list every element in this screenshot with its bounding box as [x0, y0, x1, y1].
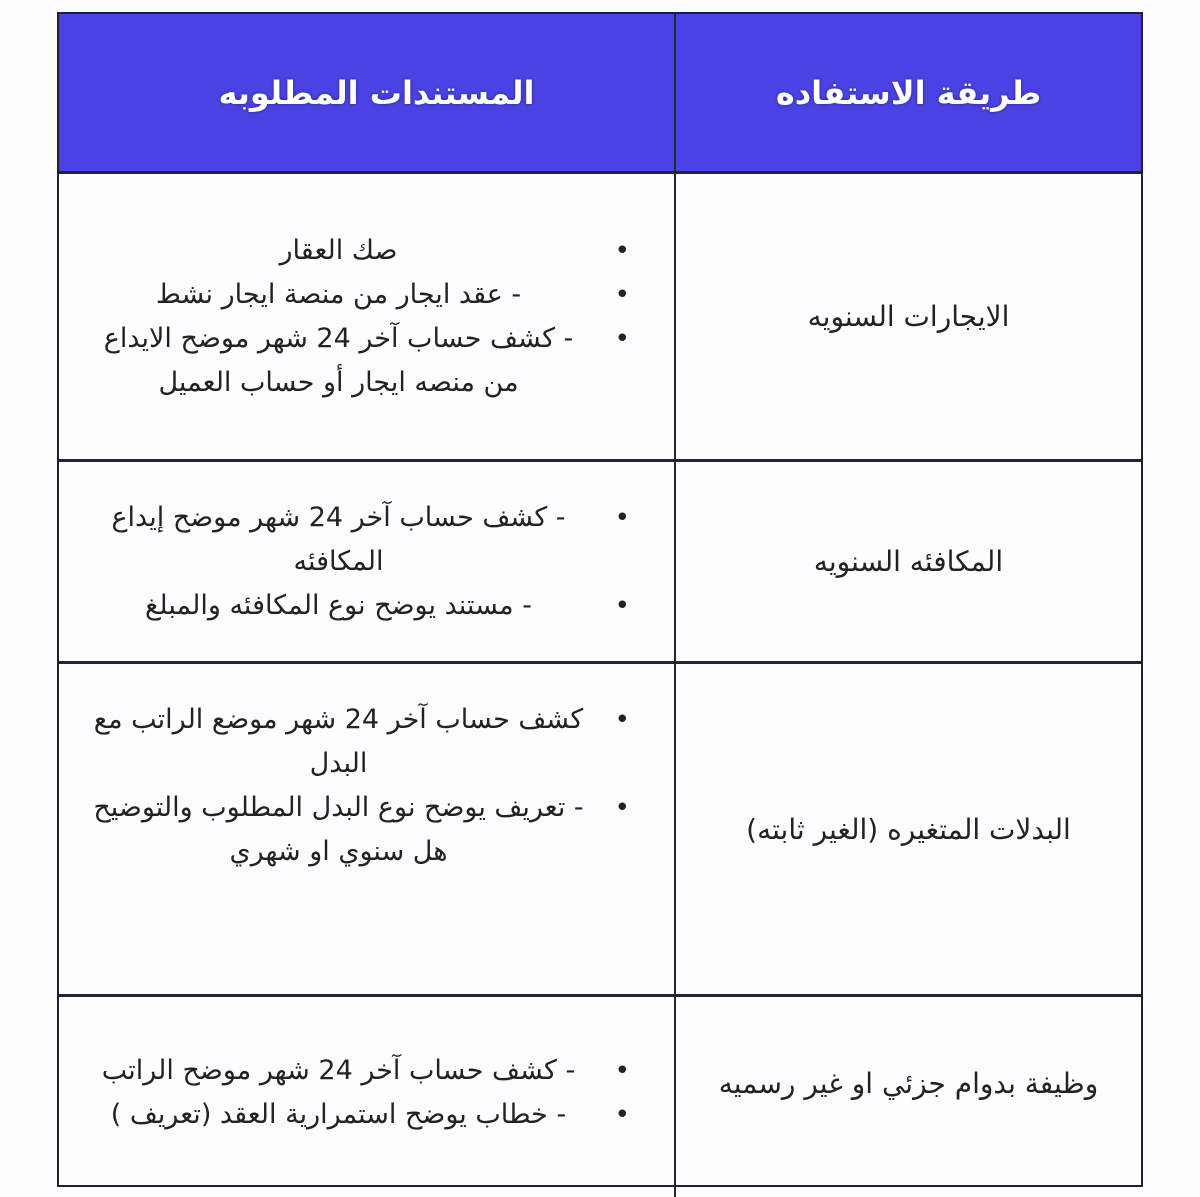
bullet-icon: •	[614, 235, 630, 266]
document-text: - كشف حساب آخر 24 شهر موضح إيداع المكافئه	[111, 501, 566, 577]
list-item	[87, 786, 630, 874]
document-text: كشف حساب آخر 24 شهر موضع الراتب مع البدل	[93, 704, 584, 779]
documents-cell	[59, 174, 674, 459]
method-cell: وظيفة بدوام جزئي او غير رسميه	[674, 997, 1141, 1197]
table-row	[59, 664, 1141, 997]
header-documents: المستندات المطلوبه	[218, 73, 535, 112]
documents-cell	[59, 462, 674, 661]
list-item	[87, 698, 630, 786]
bullet-icon: •	[614, 323, 630, 354]
document-text: صك العقار	[279, 234, 398, 266]
list-item	[87, 1093, 630, 1137]
header-documents-cell	[59, 14, 674, 171]
document-text: - عقد ايجار من منصة ايجار نشط	[155, 278, 522, 310]
list-item	[87, 317, 630, 405]
list-item	[87, 229, 630, 273]
documents-list	[59, 229, 674, 405]
header-method: طريقة الاستفاده	[674, 14, 1141, 171]
list-item	[87, 1049, 630, 1093]
table-row	[59, 997, 1141, 1197]
bullet-icon: •	[614, 705, 630, 735]
document-text: - كشف حساب آخر 24 شهر موضح الراتب	[101, 1055, 576, 1086]
method-cell: الايجارات السنويه	[674, 174, 1141, 459]
documents-cell	[59, 997, 674, 1197]
bullet-icon: •	[614, 1100, 630, 1130]
bullet-icon: •	[614, 793, 630, 823]
table-row	[59, 174, 1141, 462]
method-cell: المكافئه السنويه	[674, 462, 1141, 661]
documents-cell	[59, 664, 674, 994]
method-cell: البدلات المتغيره (الغير ثابته)	[674, 664, 1141, 994]
bullet-icon: •	[614, 279, 630, 310]
documents-list	[59, 698, 674, 874]
documents-list	[59, 496, 674, 628]
list-item	[87, 496, 630, 584]
list-item	[87, 584, 630, 628]
document-text: - خطاب يوضح استمرارية العقد (تعريف )	[110, 1099, 567, 1130]
documents-list	[59, 1049, 674, 1137]
bullet-icon: •	[614, 1056, 630, 1086]
document-text: - كشف حساب آخر 24 شهر موضح الايداع من منصه ايجار أو حساب العميل	[103, 322, 574, 398]
document-text: - مستند يوضح نوع المكافئه والمبلغ	[145, 589, 532, 621]
table-header-row	[59, 14, 1141, 174]
document-text: - تعريف يوضح نوع البدل المطلوب والتوضيح هل سنوي او شهري	[93, 792, 584, 867]
table-row	[59, 462, 1141, 664]
requirements-table	[57, 12, 1143, 1187]
bullet-icon: •	[614, 502, 630, 533]
list-item	[87, 273, 630, 317]
bullet-icon: •	[614, 590, 630, 621]
